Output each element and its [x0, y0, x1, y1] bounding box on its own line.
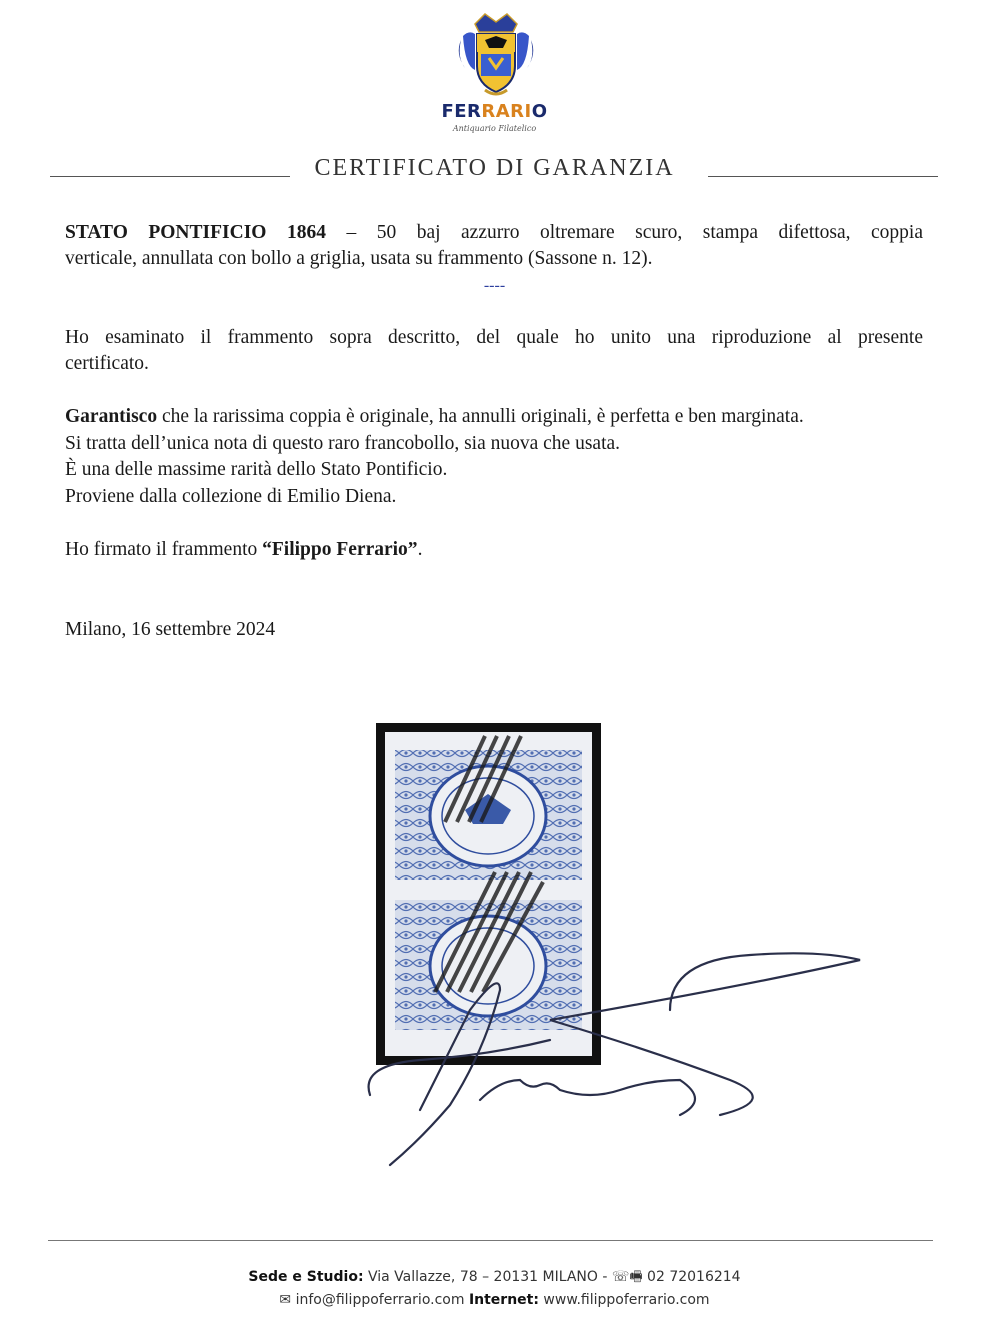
guarantee-line-1: Garantisco che la rarissima coppia è originale, ha annulli originali, è perfetta e ben marginata.	[65, 406, 804, 427]
title-rule-right	[708, 176, 938, 177]
crest-logo	[455, 10, 537, 100]
examination-line-2: certificato.	[65, 353, 149, 374]
separator: ----	[483, 277, 506, 294]
guarantee-line-4: Proviene dalla collezione di Emilio Diena.	[65, 486, 397, 507]
footer-address: Sede e Studio: Via Vallazze, 78 – 20131 MILANO - ☏🖷 02 72016214	[248, 1269, 741, 1285]
handwritten-signature	[350, 930, 870, 1180]
brand-tagline: Antiquario Filatelico	[452, 124, 537, 133]
description-line-1: STATO PONTIFICIO 1864 – 50 baj azzurro oltremare scuro, stampa difettosa, coppia	[65, 222, 923, 243]
envelope-icon: ✉	[279, 1292, 292, 1308]
examination-line-1: Ho esaminato il frammento sopra descritto, del quale ho unito una riproduzione al presente	[65, 327, 923, 348]
guarantee-line-2: Si tratta dell’unica nota di questo raro francobollo, sia nuova che usata.	[65, 433, 621, 454]
guarantee-line-3: È una delle massime rarità dello Stato Pontificio.	[65, 459, 448, 480]
signed-statement: Ho firmato il frammento “Filippo Ferrario”.	[65, 539, 423, 560]
footer-contacts: ✉ info@filippoferrario.com Internet: www.filippoferrario.com	[279, 1292, 710, 1308]
email-link[interactable]: info@filippoferrario.com	[291, 1292, 469, 1308]
brand-name: FERRARIO	[441, 101, 548, 122]
footer-rule	[48, 1240, 933, 1241]
place-date: Milano, 16 settembre 2024	[65, 619, 276, 640]
description-line-2: verticale, annullata con bollo a griglia, usata su frammento (Sassone n. 12).	[65, 248, 653, 269]
website-link[interactable]: www.filippoferrario.com	[538, 1292, 710, 1308]
certificate-title: CERTIFICATO DI GARANZIA	[314, 155, 675, 181]
